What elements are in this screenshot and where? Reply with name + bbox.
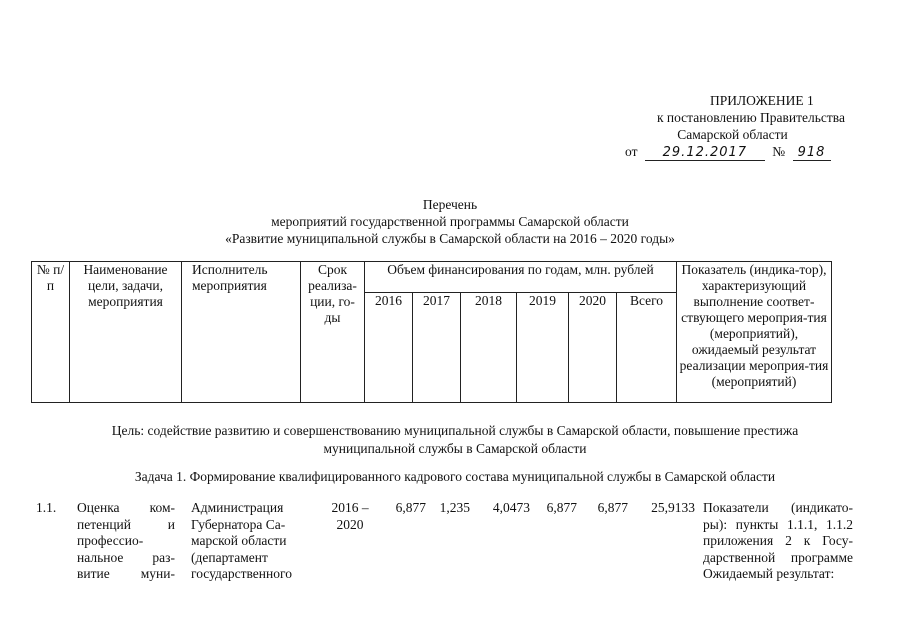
goal-line2: муниципальной службы в Самарской области [323, 441, 587, 456]
col-header-funding: Объем финансирования по годам, млн. рублей [365, 262, 677, 293]
row-name-line: Оценка ком- [77, 500, 175, 515]
appendix-line1: к постановлению Правительства [656, 110, 845, 125]
row-name-line: витие муни- [77, 566, 175, 581]
value-2018: 4,0473 [492, 500, 530, 515]
col-header-year: 2017 [413, 293, 461, 403]
col-header-year: 2018 [461, 293, 517, 403]
value-2017: 1,235 [439, 500, 470, 515]
heading-line2: мероприятий государственной программы Самарской области [271, 214, 629, 229]
row-indicator-line: Показатели (индикато- [703, 500, 853, 515]
heading-line3: «Развитие муниципальной службы в Самарской области на 2016 – 2020 годы» [225, 231, 675, 246]
row-term [322, 500, 378, 533]
col-header-name: Наименование цели, задачи, мероприятия [70, 262, 182, 403]
value-2016: 6,877 [395, 500, 426, 515]
value-total: 25,9133 [651, 500, 695, 515]
row-name-line: профессио- [77, 533, 144, 548]
col-header-number: № п/п [32, 262, 70, 403]
number-label: № [772, 144, 786, 159]
row-executor-line: Администрация [191, 500, 284, 515]
appendix-date-row [600, 143, 845, 161]
document-heading [100, 196, 800, 247]
goal-line1: Цель: содействие развитию и совершенствованию муниципальной службы в Самарской области, повышение престижа [111, 423, 799, 438]
row-name-line: петенций и [77, 516, 175, 532]
handwritten-date: 29.12.2017 [645, 146, 765, 161]
row-name-line: нальное раз- [77, 549, 175, 565]
col-header-year: 2016 [365, 293, 413, 403]
row-indicator-line: Ожидаемый результат: [703, 566, 835, 581]
row-indicator-line: ры): пункты 1.1.1, 1.1.2 [703, 516, 853, 532]
appendix-header [600, 92, 845, 161]
col-header-total: Всего [617, 293, 677, 403]
value-2020: 6,877 [597, 500, 628, 515]
row-executor-line: (департамент [191, 549, 268, 565]
row-executor [191, 500, 309, 583]
col-header-year: 2020 [569, 293, 617, 403]
goal-statement [40, 422, 870, 458]
col-header-year: 2019 [517, 293, 569, 403]
heading-line1: Перечень [422, 197, 478, 212]
col-header-executor: Исполнитель мероприятия [182, 262, 301, 403]
row-executor-line: марской области [191, 533, 287, 548]
row-term-line: 2020 [336, 516, 364, 532]
col-header-indicator: Показатель (индика-тор), характеризующий выполнение соответ-ствующего мероприя-тия (мероприятий), ожидаемый результат реализации мероприя-тия (мероприятий) [677, 262, 832, 403]
row-indicator [703, 500, 853, 583]
row-number: 1.1. [36, 500, 57, 515]
col-header-term: Срок реализа-ции, го-ды [301, 262, 365, 403]
row-term-line: 2016 – [331, 500, 369, 515]
value-2019: 6,877 [546, 500, 577, 515]
row-name [77, 500, 175, 583]
row-indicator-line: дарственной программе [703, 549, 853, 565]
appendix-line2: Самарской области [677, 127, 788, 142]
measures-table-header [31, 261, 832, 403]
row-executor-line: Губернатора Са- [191, 516, 286, 532]
row-indicator-line: приложения 2 к Госу- [703, 533, 853, 548]
appendix-title: ПРИЛОЖЕНИЕ 1 [710, 93, 814, 108]
from-label: от [625, 144, 638, 159]
row-executor-line: государственного [191, 566, 292, 581]
handwritten-number: 918 [793, 146, 831, 161]
task-statement: Задача 1. Формирование квалифицированного кадрового состава муниципальной службы в Самарской области [134, 469, 776, 484]
